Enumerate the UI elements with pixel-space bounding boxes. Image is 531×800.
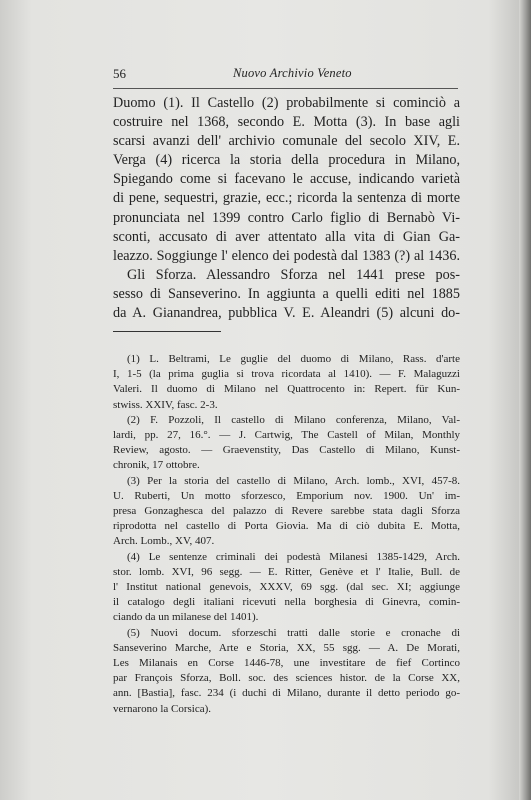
footnote-line: riprodotta nel castello di Porta Giovia. Ma di ciò dubita E. Motta, [113, 520, 460, 533]
body-line: Gli Sforza. Alessandro Sforza nel 1441 prese pos- [127, 266, 460, 283]
footnote-line: Review, agosto. — Graevenstity, Das Castello di Milano, Kunst- [113, 444, 460, 457]
body-line: Duomo (1). Il Castello (2) probabilmente si cominciò a [113, 95, 460, 111]
footnote-line: (2) F. Pozzoli, Il castello di Milano conferenza, Milano, Val- [127, 413, 460, 426]
footnote-line: presa Gonzaghesca del palazzo di Revere sarebbe stata dagli Sforza [113, 505, 460, 518]
body-line: pronunciata nel 1399 contro Carlo figlio di Bernabò Vi- [113, 209, 460, 226]
body-line: scarsi avanzi dell' archivio comunale del secolo XIV, E. [113, 133, 460, 150]
footnote-line: il catalogo degli italiani ricevuti nella borghesia di Ginevra, comin- [113, 596, 460, 609]
footnote-line: l' Institut national genevois, XXXV, 69 sgg. (dal sec. XI; aggiunge [113, 581, 460, 594]
body-line: Verga (4) ricerca la storia della procedura in Milano, [113, 152, 460, 169]
running-header [113, 66, 458, 82]
body-text [113, 94, 460, 323]
footnote-rule [113, 331, 221, 332]
footnote-line: chronik, 17 ottobre. [113, 459, 200, 472]
footnote-line: I, 1-5 (la prima guglia si trova ricordata al 1410). — F. Malaguzzi [113, 368, 460, 381]
footnote-line: ann. [Bastia], fasc. 234 (i duchi di Milano, durante il detto periodo go- [113, 687, 460, 700]
body-line: costruire nel 1368, secondo E. Motta (3). In base agli [113, 114, 460, 131]
body-line: sesso di Sanseverino. In aggiunta a quelli editi nel 1885 [113, 285, 460, 302]
footnote-line: stwiss. XXIV, fasc. 2-3. [113, 398, 218, 411]
footnote-line: Les Milanais en Corse 1446-78, une investitare de fief Cortinco [113, 657, 460, 670]
body-line: da A. Gianandrea, pubblica V. E. Aleandri (5) alcuni do- [113, 305, 460, 322]
footnote-line: (3) Per la storia del castello di Milano, Arch. lomb., XVI, 457-8. [127, 474, 460, 487]
footnote-line: vernarono la Corsica). [113, 702, 212, 715]
footnote-line: ciando da un milanese del 1401). [113, 611, 259, 624]
body-line: sconti, accusato di aver attentato alla vita di Gian Ga- [113, 228, 460, 245]
footnote-line: (1) L. Beltrami, Le guglie del duomo di Milano, Rass. d'arte [127, 353, 460, 365]
running-title: Nuovo Archivio Veneto [233, 66, 352, 80]
footnote-line: U. Ruberti, Un motto sforzesco, Emporium nov. 1900. Un' im- [113, 489, 460, 502]
footnote-line: par François Sforza, Boll. soc. des sciences histor. de la Corse XX, [113, 672, 460, 685]
page-number: 56 [113, 66, 126, 81]
footnote-line: stor. lomb. XVI, 96 segg. — E. Ritter, Genève et l' Italie, Bull. de [113, 565, 460, 578]
body-line: di pene, sequestri, grazie, ecc.; ricorda la sentenza di morte [113, 190, 460, 207]
header-rule [113, 88, 458, 89]
footnote-line: Sanseverino Marche, Arte e Storia, XX, 55 sgg. — A. De Morati, [113, 641, 460, 654]
footnote-line: (5) Nuovi docum. sforzeschi tratti dalle storie e cronache di [127, 626, 460, 639]
footnote-line: lardi, pp. 27, 16.°. — J. Cartwig, The Castell of Milan, Monthly [113, 429, 460, 442]
body-line: leazzo. Soggiunge l' elenco dei podestà dal 1383 (?) al 1436. [113, 247, 460, 264]
page-edge-shadow [519, 0, 531, 800]
body-line: Spiegando come si facevano le accuse, indicando varietà [113, 171, 460, 188]
footnote-line: (4) Le sentenze criminali dei podestà Milanesi 1385-1429, Arch. [127, 550, 460, 563]
footnote-line: Valeri. Il duomo di Milano nel Quattrocento in: Repert. für Kun- [113, 383, 460, 396]
footnotes [113, 352, 460, 717]
footnote-line: Arch. Lomb., XV, 407. [113, 535, 215, 548]
